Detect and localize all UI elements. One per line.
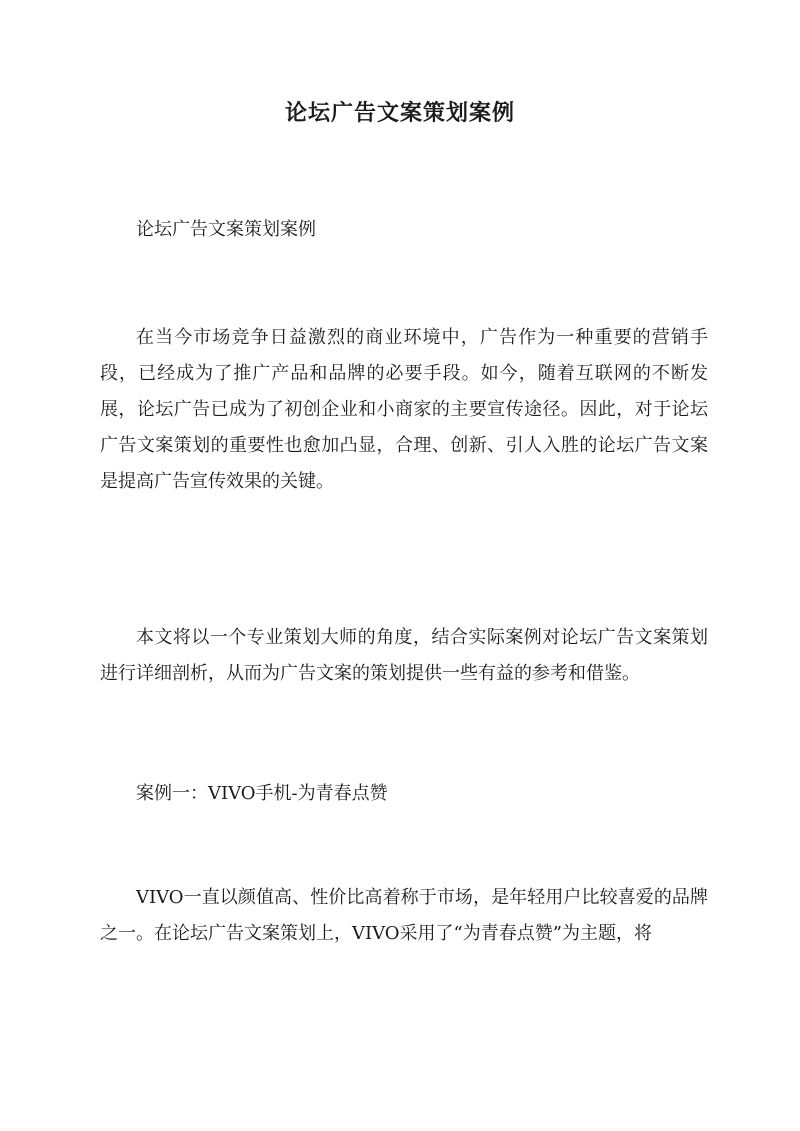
document-subtitle: 论坛广告文案策划案例 [136, 219, 316, 240]
document-title: 论坛广告文案策划案例 [284, 100, 515, 126]
paragraph-intro: 在当今市场竞争日益激烈的商业环境中，广告作为一种重要的营销手段，已经成为了推广产品和品牌的必要手段。如今，随着互联网的不断发展，论坛广告已成为了初创企业和小商家的主要宣传途径。因此，对于论坛广告文案策划的重要性也愈加凸显，合理、创新、引人入胜的论坛广告文案是提高广告宣传效果的关键。 [100, 327, 708, 492]
paragraph-case-one: VIVO一直以颜值高、性价比高着称于市场，是年轻用户比较喜爱的品牌之一。在论坛广告文案策划上，VIVO采用了“为青春点赞”为主题，将 [100, 887, 708, 944]
case-heading: 案例一：VIVO手机-为青春点赞 [136, 783, 388, 804]
paragraph-purpose: 本文将以一个专业策划大师的角度，结合实际案例对论坛广告文案策划进行详细剖析，从而为广告文案的策划提供一些有益的参考和借鉴。 [100, 627, 708, 684]
